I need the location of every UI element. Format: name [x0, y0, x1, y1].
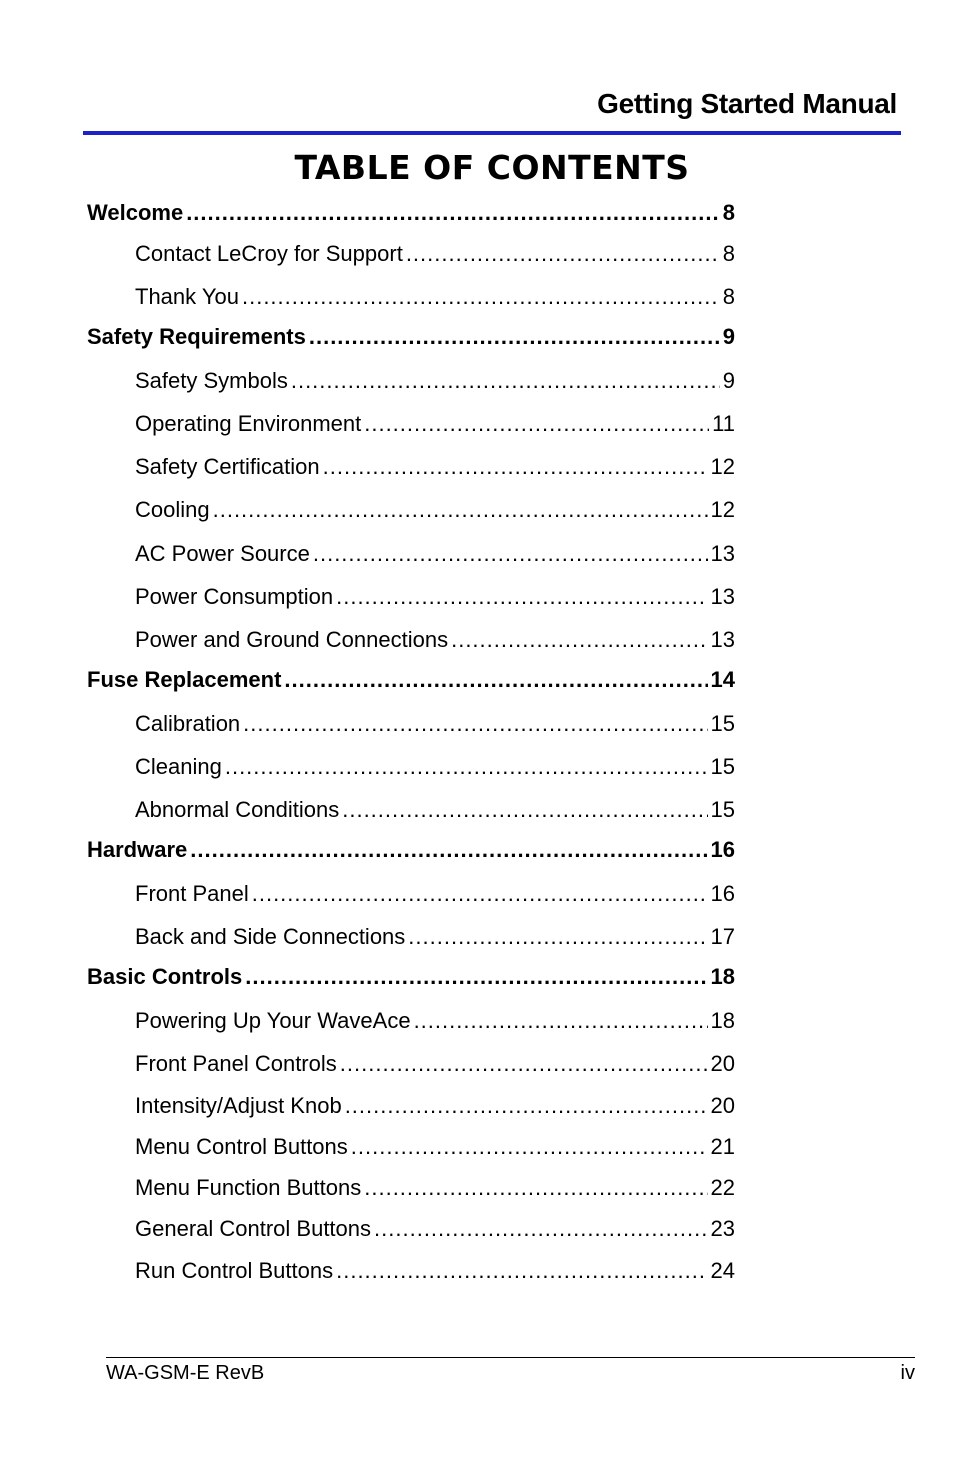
toc-entry-label: Abnormal Conditions	[135, 797, 340, 822]
toc-subsection-entry[interactable]	[135, 454, 735, 480]
toc-section-entry[interactable]	[87, 837, 735, 863]
toc-entry-label: Calibration	[135, 711, 241, 736]
toc-dot-leader	[374, 1216, 707, 1242]
toc-entry-page: 8	[722, 241, 735, 266]
toc-subsection-entry[interactable]	[135, 627, 735, 653]
toc-subsection-entry[interactable]	[135, 881, 735, 907]
toc-entry-page: 18	[710, 1008, 735, 1033]
toc-section-entry[interactable]	[87, 324, 735, 350]
toc-entry-page: 15	[710, 797, 735, 822]
toc-entry-page: 20	[710, 1051, 735, 1076]
toc-dot-leader	[242, 284, 720, 310]
toc-subsection-entry[interactable]	[135, 1008, 735, 1034]
toc-entry-page: 8	[722, 200, 735, 225]
toc-entry-label: Welcome	[87, 200, 184, 225]
toc-dot-leader	[364, 411, 709, 437]
toc-subsection-entry[interactable]	[135, 711, 735, 737]
toc-entry-label: Contact LeCroy for Support	[135, 241, 403, 266]
toc-entry-label: Cooling	[135, 497, 210, 522]
toc-section-entry[interactable]	[87, 964, 735, 990]
toc-entry-label: Run Control Buttons	[135, 1258, 334, 1283]
toc-entry-label: AC Power Source	[135, 541, 310, 566]
footer-page-number: iv	[900, 1362, 915, 1384]
toc-dot-leader	[345, 1093, 708, 1119]
toc-dot-leader	[451, 627, 707, 653]
toc-dot-leader	[408, 924, 707, 950]
toc-entry-page: 18	[710, 964, 735, 989]
toc-dot-leader	[336, 584, 707, 610]
toc-dot-leader	[342, 797, 707, 823]
toc-entry-page: 12	[710, 497, 735, 522]
toc-entry-label: Front Panel	[135, 881, 249, 906]
toc-dot-leader	[351, 1134, 708, 1160]
footer-doc-id: WA-GSM-E RevB	[106, 1362, 265, 1384]
toc-entry-label: Back and Side Connections	[135, 924, 406, 949]
toc-dot-leader	[323, 454, 708, 480]
toc-dot-leader	[284, 667, 707, 693]
toc-entry-page: 11	[712, 411, 735, 436]
toc-dot-leader	[213, 497, 708, 523]
toc-dot-leader	[364, 1175, 707, 1201]
toc-subsection-entry[interactable]	[135, 1175, 735, 1201]
toc-entry-page: 22	[710, 1175, 735, 1200]
toc-subsection-entry[interactable]	[135, 1093, 735, 1119]
toc-entry-label: Intensity/Adjust Knob	[135, 1093, 342, 1118]
toc-entry-label: Safety Symbols	[135, 368, 288, 393]
toc-entry-page: 15	[710, 711, 735, 736]
toc-subsection-entry[interactable]	[135, 541, 735, 567]
toc-dot-leader	[291, 368, 720, 394]
toc-entry-page: 8	[722, 284, 735, 309]
toc-entry-page: 9	[722, 368, 735, 393]
toc-entry-page: 15	[710, 754, 735, 779]
toc-entry-label: Thank You	[135, 284, 239, 309]
toc-entry-page: 13	[710, 584, 735, 609]
toc-entry-page: 16	[710, 881, 735, 906]
toc-dot-leader	[309, 324, 720, 350]
toc-section-entry[interactable]	[87, 667, 735, 693]
toc-entry-page: 23	[710, 1216, 735, 1241]
toc-dot-leader	[313, 541, 708, 567]
toc-entry-page: 14	[710, 667, 735, 692]
toc-subsection-entry[interactable]	[135, 1134, 735, 1160]
toc-subsection-entry[interactable]	[135, 754, 735, 780]
toc-subsection-entry[interactable]	[135, 1051, 735, 1077]
toc-subsection-entry[interactable]	[135, 368, 735, 394]
toc-dot-leader	[406, 241, 720, 267]
toc-entry-label: Menu Function Buttons	[135, 1175, 362, 1200]
toc-subsection-entry[interactable]	[135, 284, 735, 310]
toc-dot-leader	[243, 711, 707, 737]
toc-entry-label: Power and Ground Connections	[135, 627, 449, 652]
toc-entry-label: Basic Controls	[87, 964, 243, 989]
toc-entry-label: Power Consumption	[135, 584, 334, 609]
toc-subsection-entry[interactable]	[135, 584, 735, 610]
toc-entry-label: Menu Control Buttons	[135, 1134, 348, 1159]
toc-title: TABLE OF CONTENTS	[294, 148, 690, 187]
footer-rule	[106, 1357, 915, 1358]
toc-entry-page: 20	[710, 1093, 735, 1118]
toc-subsection-entry[interactable]	[135, 241, 735, 267]
toc-entry-label: Cleaning	[135, 754, 222, 779]
toc-entry-label: Operating Environment	[135, 411, 362, 436]
toc-section-entry[interactable]	[87, 200, 735, 226]
toc-dot-leader	[252, 881, 708, 907]
toc-entry-label: Hardware	[87, 837, 188, 862]
toc-subsection-entry[interactable]	[135, 1258, 735, 1284]
toc-entry-label: Powering Up Your WaveAce	[135, 1008, 411, 1033]
toc-dot-leader	[245, 964, 707, 990]
toc-entry-label: Safety Certification	[135, 454, 320, 479]
toc-dot-leader	[225, 754, 708, 780]
toc-subsection-entry[interactable]	[135, 1216, 735, 1242]
toc-subsection-entry[interactable]	[135, 797, 735, 823]
toc-dot-leader	[414, 1008, 708, 1034]
toc-entry-page: 13	[710, 627, 735, 652]
toc-entry-page: 13	[710, 541, 735, 566]
toc-entry-page: 17	[710, 924, 735, 949]
toc-entry-page: 9	[722, 324, 735, 349]
toc-subsection-entry[interactable]	[135, 411, 735, 437]
toc-subsection-entry[interactable]	[135, 497, 735, 523]
toc-entry-page: 12	[710, 454, 735, 479]
toc-entry-page: 21	[710, 1134, 735, 1159]
toc-entry-label: Front Panel Controls	[135, 1051, 337, 1076]
toc-entry-label: Safety Requirements	[87, 324, 306, 349]
toc-entry-label: General Control Buttons	[135, 1216, 372, 1241]
toc-entry-page: 24	[710, 1258, 735, 1283]
toc-dot-leader	[336, 1258, 707, 1284]
toc-entry-label: Fuse Replacement	[87, 667, 282, 692]
toc-dot-leader	[190, 837, 707, 863]
toc-dot-leader	[186, 200, 720, 226]
toc-subsection-entry[interactable]	[135, 924, 735, 950]
toc-entry-page: 16	[710, 837, 735, 862]
toc-dot-leader	[340, 1051, 708, 1077]
page-header-title: Getting Started Manual	[597, 88, 897, 119]
